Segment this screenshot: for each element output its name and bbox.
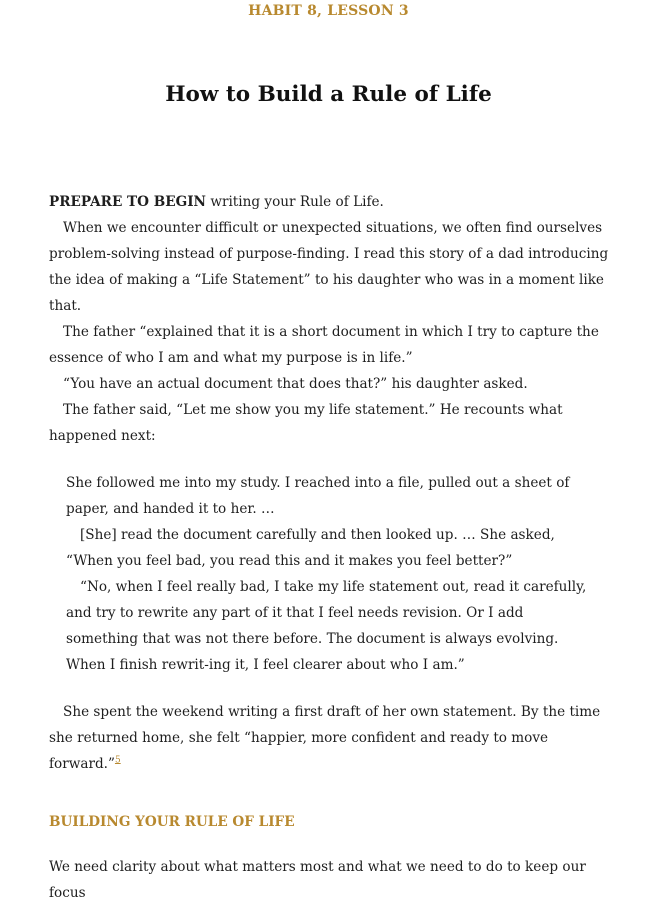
- lead-paragraph: [49, 189, 614, 215]
- quote-paragraph-1: She followed me into my study. I reached into a file, pulled out a sheet of paper, and handed it to her. …: [66, 475, 570, 517]
- block-quote: [66, 470, 596, 678]
- page-title: How to Build a Rule of Life: [165, 82, 492, 107]
- paragraph-4: The father said, “Let me show you my life statement.” He recounts what happened next:: [49, 402, 563, 444]
- paragraph-5: [49, 699, 614, 777]
- footnote-link[interactable]: 5: [114, 755, 121, 766]
- paragraph-2: The father “explained that it is a short document in which I try to capture the essence of who I am and what my purpose is in life.”: [49, 324, 599, 366]
- lead-text: writing your Rule of Life.: [206, 194, 384, 210]
- paragraph-1: When we encounter difficult or unexpected situations, we often find ourselves problem-solving instead of purpose-finding. I read this story of a dad introducing the idea of making a “Life Statement” to his daughter who was in a moment like that.: [49, 220, 609, 314]
- section-heading: BUILDING YOUR RULE OF LIFE: [49, 814, 295, 830]
- paragraph-6: We need clarity about what matters most and what we need to do to keep our focus: [49, 859, 586, 901]
- paragraph-5-text: She spent the weekend writing a first draft of her own statement. By the time she returned home, she felt “happier, more confident and ready to move forward.”: [49, 704, 601, 772]
- quote-paragraph-3: “No, when I feel really bad, I take my life statement out, read it carefully, and try to rewrite any part of it that I feel needs revision. Or I add something that was not there before. The document is always evolving. When I finish rewrit-ing it, I feel clearer about who I am.”: [66, 579, 587, 673]
- article-body: [49, 189, 614, 906]
- lesson-kicker: HABIT 8, LESSON 3: [248, 3, 409, 19]
- quote-paragraph-2: [She] read the document carefully and then looked up. … She asked, “When you feel bad, you read this and it makes you feel better?”: [66, 527, 555, 569]
- lead-label: PREPARE TO BEGIN: [49, 194, 206, 210]
- paragraph-3: “You have an actual document that does that?” his daughter asked.: [63, 376, 528, 392]
